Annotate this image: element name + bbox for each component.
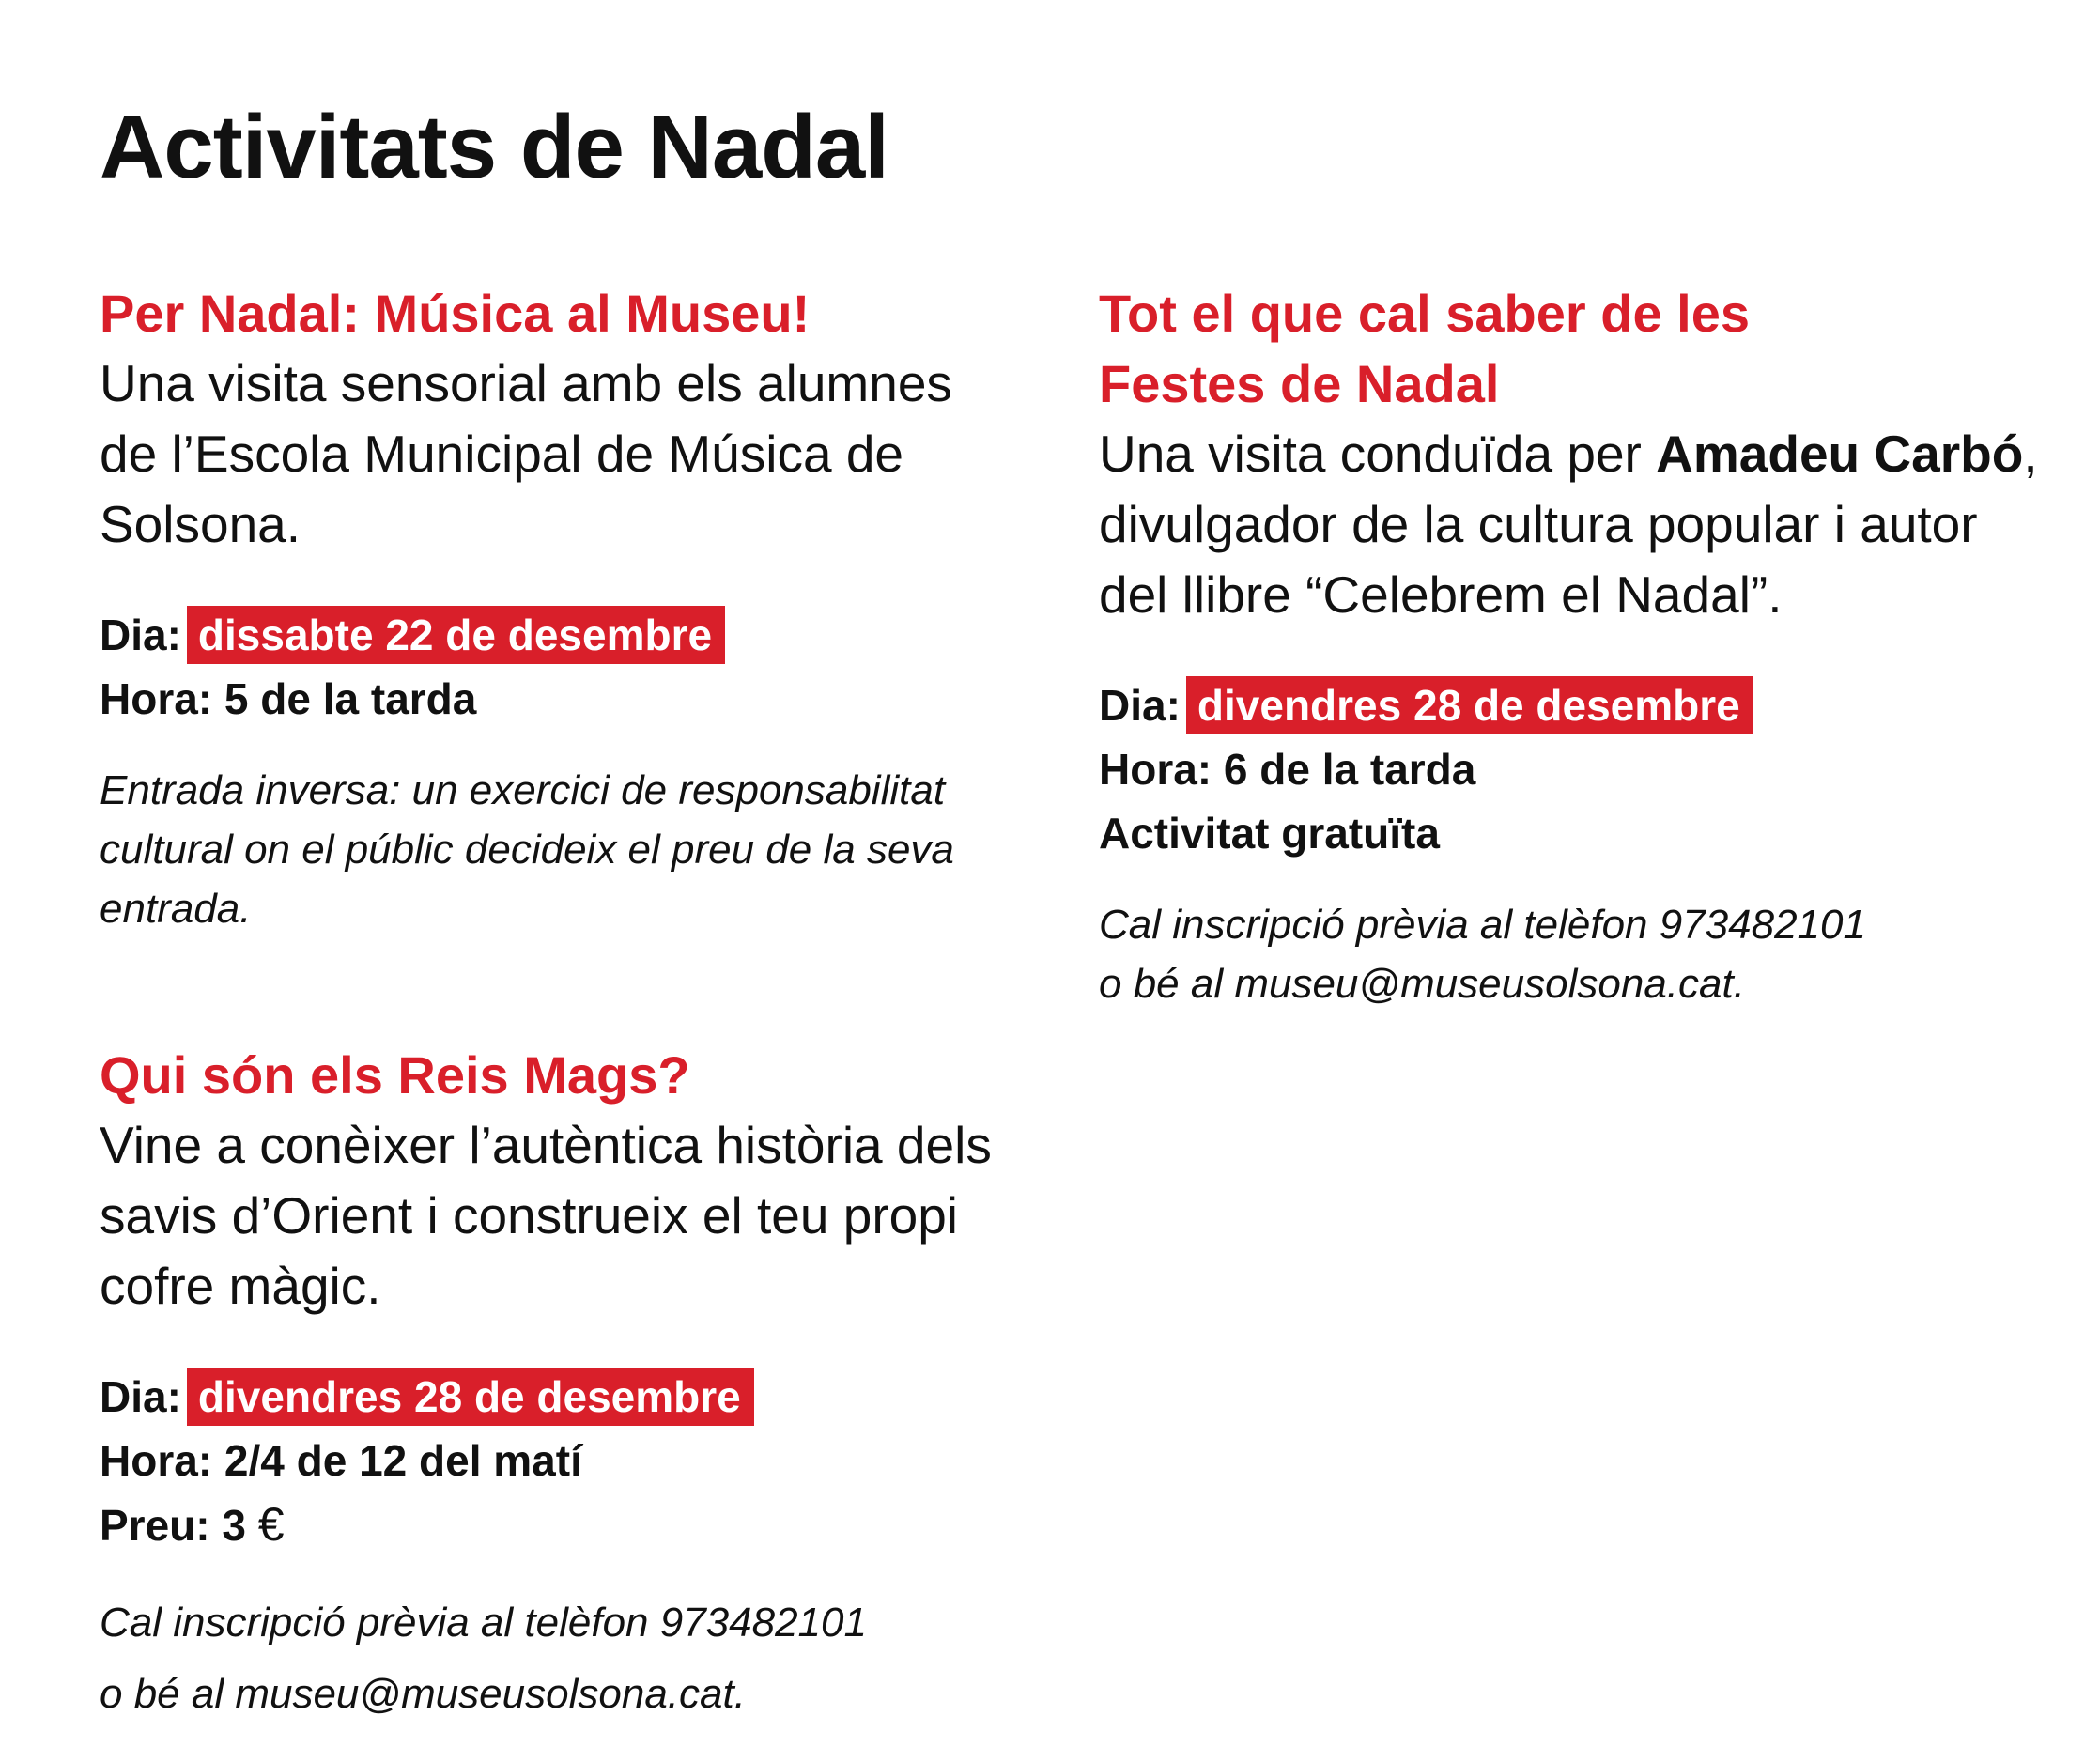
activity-time: Hora: 5 de la tarda — [100, 674, 477, 723]
desc-part-1: Una visita conduïda per — [1099, 425, 1657, 483]
activity-date-row — [100, 603, 1001, 667]
note-line-email: o bé al museu@museusolsona.cat. — [1099, 961, 1745, 1007]
desc-author-name: Amadeu Carbó — [1656, 425, 2024, 483]
activity-time: Hora: 2/4 de 12 del matí — [100, 1436, 582, 1485]
activity-time: Hora: 6 de la tarda — [1099, 745, 1476, 794]
dia-label: Dia: — [1099, 681, 1181, 730]
activity-title: Per Nadal: Música al Museu! — [100, 284, 811, 343]
page-title: Activitats de Nadal — [100, 97, 888, 197]
activity-description — [1099, 419, 2057, 630]
note-line-phone: Cal inscripció prèvia al telèfon 973482101 — [1099, 902, 1866, 948]
activity-note — [1099, 895, 2057, 1013]
note-line-phone: Cal inscripció prèvia al telèfon 973482101 — [100, 1600, 867, 1646]
date-badge: dissabte 22 de desembre — [187, 606, 725, 664]
date-badge: divendres 28 de desembre — [1186, 676, 1753, 734]
euro-sign: € — [257, 1498, 285, 1551]
desc-part-2: , divulgador de la cultura popular i autor del llibre “Celebrem el Nadal”. — [1099, 425, 2038, 624]
dia-label: Dia: — [100, 1372, 181, 1421]
activity-festes-de-nadal — [1099, 278, 2057, 1013]
activity-reis-mags — [100, 1040, 1001, 1730]
left-column — [100, 278, 1001, 1730]
activity-date-row — [1099, 673, 2057, 737]
activity-date-row — [100, 1365, 1001, 1429]
note-line-email: o bé al museu@museusolsona.cat. — [100, 1671, 746, 1717]
activity-note: Entrada inversa: un exercici de responsabilitat cultural on el públic decideix el preu de la seva entrada. — [100, 767, 954, 932]
date-badge: divendres 28 de desembre — [187, 1368, 754, 1426]
activity-description: Vine a conèixer l’autèntica història dels savis d’Orient i construeix el teu propi cofre màgic. — [100, 1116, 992, 1315]
price-label: Preu: 3 — [100, 1501, 246, 1550]
activity-description: Una visita sensorial amb els alumnes de l’Escola Municipal de Música de Solsona. — [100, 354, 952, 553]
dia-label: Dia: — [100, 611, 181, 659]
activity-note — [100, 1587, 1001, 1730]
activity-price: Activitat gratuïta — [1099, 809, 1440, 858]
title-line-1: Tot el que cal saber de les — [1099, 284, 1750, 343]
activity-title: Qui són els Reis Mags? — [100, 1045, 690, 1105]
activity-musica-al-museu — [100, 278, 1001, 938]
title-line-2: Festes de Nadal — [1099, 354, 1500, 413]
activity-price — [100, 1492, 1001, 1557]
right-column — [1099, 278, 2057, 1013]
activity-title — [1099, 278, 2057, 419]
